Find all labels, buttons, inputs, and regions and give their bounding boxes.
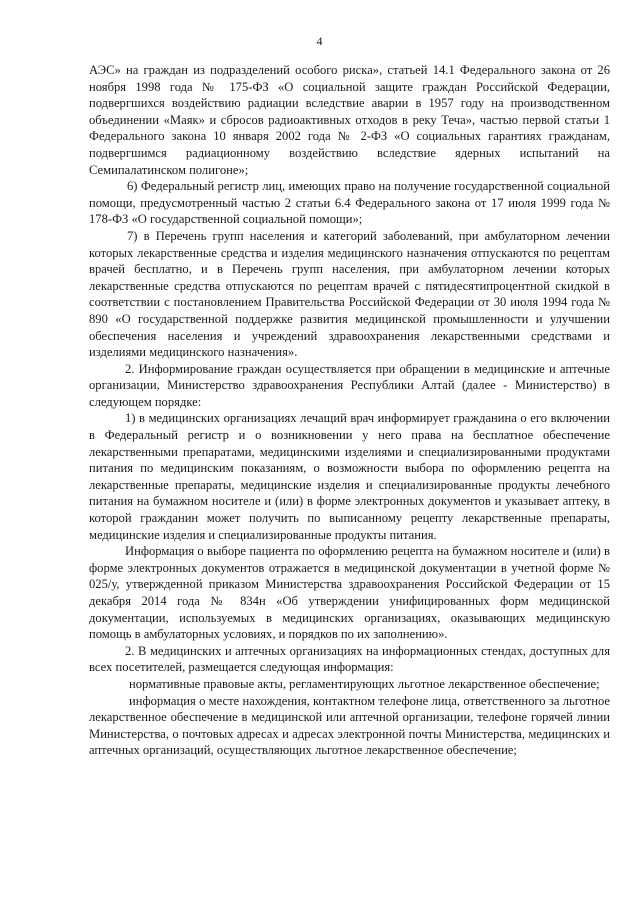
paragraph-subitem-1: 1) в медицинских организациях лечащий врач информирует гражданина о его включении в Федеральный регистр и о возникновении у него права на бесплатное обеспечение лекарственными препаратами, медицинскими изделиями и специализированными продуктами питания по медицинским показаниям, о возможности выбора по оформлению рецепта на лекарственные препараты, медицинские изделия и специализированные продукты лечебного питания на бумажном носителе и (или) в форме электронных документов и указывает аптеку, в которой гражданин может получить по выписанному рецепту лекарственные препараты, медицинские изделия и специализированные продукты питания. (89, 411, 610, 542)
paragraph-section-2-stands: 2. В медицинских и аптечных организациях на информационных стендах, доступных для всех посетителей, размещается следующая информация: (89, 643, 610, 675)
paragraph-item-6: 6) Федеральный регистр лиц, имеющих право на получение государственной социальной помощи, предусмотренный частью 2 статьи 6.4 Федерального закона от 17 июля 1999 года № 178-ФЗ «О государственной социальной помощи»; (89, 179, 610, 227)
list-item-normative-acts: нормативные правовые акты, регламентирующих льготное лекарственное обеспечение; (129, 676, 600, 691)
paragraph-section-2-intro: 2. Информирование граждан осуществляется при обращении в медицинские и аптечные организации, Министерство здравоохранения Республики Алтай (далее - Министерство) в следующем порядке: (89, 361, 610, 409)
paragraph-continuation: АЭС» на граждан из подразделений особого риска», статьей 14.1 Федерального закона от 26 ноября 1998 года № 175-ФЗ «О социальной защите граждан Российской Федерации, подвергшихся воздействию радиации вследствие аварии в 1957 году на производственном объединении «Маяк» и сбросов радиоактивных отходов в реку Теча», частью первой статьи 1 Федерального закона 10 января 2002 года № 2-ФЗ «О социальных гарантиях гражданам, подвергшимся радиационному воздействию вследствие ядерных испытаний на Семипалатинском полигоне»; (89, 63, 610, 177)
list-item-contact-information: информация о месте нахождения, контактном телефоне лица, ответственного за льготное лекарственное обеспечение в медицинской или аптечной организации, телефоне горячей линии Министерства, о почтовых адресах и адресах электронной почты Министерства, медицинских и аптечных организаций, осуществляющих льготное лекарственное обеспечение; (89, 693, 610, 758)
document-body (89, 62, 610, 759)
page-number: 4 (316, 34, 323, 48)
paragraph-information-choice: Информация о выборе пациента по оформлению рецепта на бумажном носителе и (или) в форме электронных документов отражается в медицинской документации в учетной форме № 025/у, утвержденной приказом Министерства здравоохранения Российской Федерации от 15 декабря 2014 года № 834н «Об утверждении унифицированных форм медицинской документации, используемых в медицинских организациях, оказывающих медицинскую помощь в амбулаторных условиях, и порядков по их заполнению». (89, 544, 610, 642)
paragraph-item-7: 7) в Перечень групп населения и категорий заболеваний, при амбулаторном лечении которых лекарственные средства и изделия медицинского назначения отпускаются по рецептам врачей бесплатно, и в Перечень групп населения, при амбулаторном лечении которых лекарственные средства отпускаются по рецептам врачей с пятидесятипроцентной скидкой в соответствии с постановлением Правительства Российской Федерации от 30 июля 1994 года № 890 «О государственной поддержке развития медицинской промышленности и улучшении обеспечения населения и учреждений здравоохранения лекарственными средствами и изделиями медицинского назначения». (89, 228, 610, 360)
